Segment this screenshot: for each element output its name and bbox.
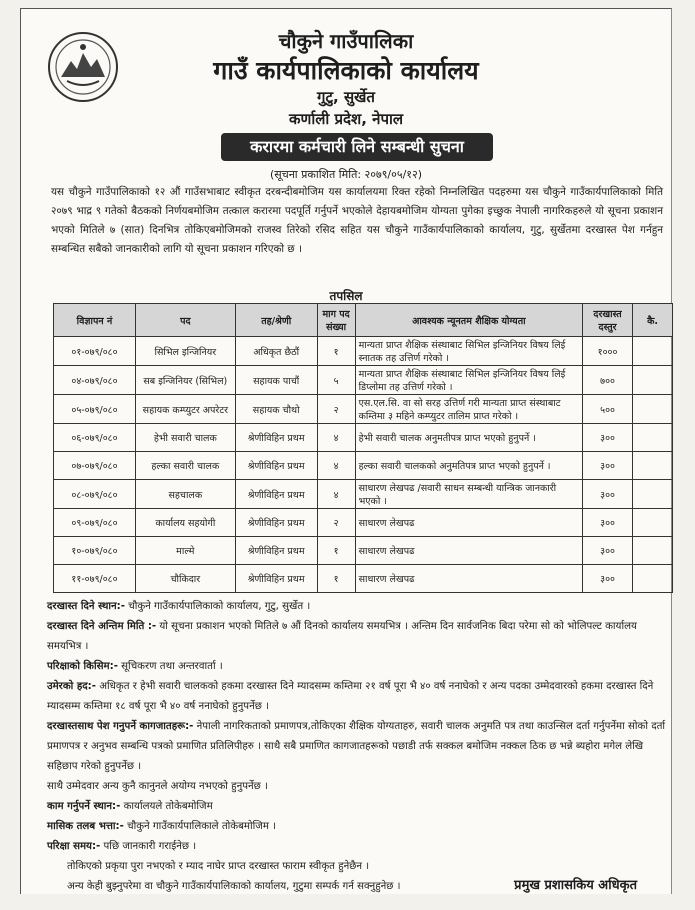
table-row	[54, 565, 673, 593]
table-cell: ५००	[583, 395, 633, 424]
table-cell: ०६-०७९/०८०	[54, 424, 136, 452]
table-cell: ३००	[583, 480, 633, 509]
note-item: तोकिएको प्रकृया पुरा नभएको र म्याद नाघेर प्राप्त दरखास्त फाराम स्वीकृत हुनेछैन ।	[67, 861, 370, 872]
table-cell: ०९-०७९/०८०	[54, 509, 136, 537]
col-header: आवश्यक न्यूनतम शैक्षिक योग्यता	[355, 304, 582, 337]
table-cell: सहायक कम्प्युटर अपरेटर	[135, 395, 235, 424]
table-cell: एस.एल.सि. वा सो सरह उत्तिर्ण गरी मान्यता प्राप्त संस्थाबाट कम्तिमा ३ महिने कम्प्युटर तालिम प्राप्त गरेको ।	[355, 395, 582, 424]
table-cell: सहचालक	[135, 480, 235, 509]
note-item: अन्य केही बुझ्नुपरेमा वा चौकुने गाउँकार्यपालिकाको कार्यालय, गुटुमा सम्पर्क गर्न सक्नुहुनेछ ।	[67, 881, 401, 892]
table-row	[54, 337, 673, 366]
table-cell: ५	[317, 366, 355, 395]
table-row	[54, 395, 673, 424]
table-cell: सहायक चौथो	[235, 395, 317, 424]
table-cell: २	[317, 395, 355, 424]
table-row	[54, 537, 673, 565]
table-cell	[633, 424, 673, 452]
table-cell: कार्यालय सहयोगी	[135, 509, 235, 537]
col-header: तह/श्रेणी	[235, 304, 317, 337]
table-cell: श्रेणीविहिन प्रथम	[235, 537, 317, 565]
office-location: गुटु, सुर्खेत	[317, 88, 375, 106]
table-cell: मान्यता प्राप्त शैक्षिक संस्थाबाट सिभिल इन्जिनियर विषय लिई डिप्लोमा तह उत्तिर्ण गरेको ।	[355, 366, 582, 395]
table-cell: ३००	[583, 509, 633, 537]
col-header: कै.	[633, 304, 673, 337]
table-cell: साधारण लेखपढ	[355, 509, 582, 537]
table-cell: १०००	[583, 337, 633, 366]
detail-item: परिक्षा समय:- पछि जानकारी गराईनेछ ।	[47, 841, 197, 852]
detail-item: उमेरको हद:- अधिकृत र हेभी सवारी चालकको हकमा दरखास्त दिने म्यादसम्म कम्तिमा २१ वर्ष पूरा भै ४० वर्ष ननाघेको र अन्य पदका उम्मेदवारको हकमा दरखास्त दिने म्यादसम्म कम्तिमा १८ वर्ष पूरा भै ४० वर्ष ननाघेको हुनुपर्नेछ ।	[47, 681, 654, 712]
table-row	[54, 452, 673, 480]
table-caption: तपसिल	[329, 289, 363, 303]
table-cell: श्रेणीविहिन प्रथम	[235, 424, 317, 452]
table-cell: श्रेणीविहिन प्रथम	[235, 480, 317, 509]
municipality-name: चौकुने गाउँपालिका	[278, 29, 414, 53]
table-cell: ४	[317, 452, 355, 480]
table-cell: ३००	[583, 537, 633, 565]
table-cell	[633, 565, 673, 593]
table-cell: १	[317, 337, 355, 366]
table-cell	[633, 537, 673, 565]
table-cell: ३००	[583, 424, 633, 452]
table-cell: माल्मे	[135, 537, 235, 565]
publish-date: (सूचना प्रकाशित मिति: २०७९/०५/१२)	[269, 168, 423, 181]
table-cell: ४	[317, 424, 355, 452]
table-cell: ०४-०७९/०८०	[54, 366, 136, 395]
table-cell: हेभी सवारी चालक अनुमतीपत्र प्राप्त भएको हुनुपर्ने ।	[355, 424, 582, 452]
detail-item: दरखास्तसाथ पेश गनुपर्ने कागजातहरू:- नेपाली नागरिकताको प्रमाणपत्र,तोकिएका शैक्षिक योग्यताहरु, सवारी चालक अनुमति पत्र तथा काउन्सिल दर्ता गर्नुपर्नेमा सोको दर्ता प्रमाणपत्र र अनुभव सम्बन्धि पत्रको प्रमाणित प्रतिलिपीहरु । साथै सबै प्रमाणित कागजातहरूको पछाडी तर्फ सक्कल बमोजिम नक्कल ठिक छ भन्ने ब्यहोरा मगेल लेखि सहिछाप गरेको हुनुपर्नेछ ।	[47, 721, 666, 772]
table-cell	[633, 480, 673, 509]
detail-item: दरखास्त दिने स्थान:- चौकुने गाउँकार्यपालिकाको कार्यालय, गुटु, सुर्खेत ।	[47, 601, 311, 612]
table-cell: साधारण लेखपढ	[355, 537, 582, 565]
detail-item: दरखास्त दिने अन्तिम मिति :- यो सूचना प्रकाशन भएको मितिले ७ औं दिनको कार्यालय समयभित्र । अन्तिम दिन सार्वजनिक बिदा परेमा सो को भोलिपल्ट कार्यालय समयभित्र ।	[47, 621, 637, 652]
table-row	[54, 366, 673, 395]
notice-sheet	[20, 8, 672, 894]
table-cell: सब इन्जिनियर (सिभिल)	[135, 366, 235, 395]
intro-paragraph: यस चौकुने गाउँपालिकाको १२ औं गाउँसभाबाट स्वीकृत दरबन्दीबमोजिम यस कार्यालयमा रिक्त रहेको निम्नलिखित पदहरुमा यस चौकुने गाउँकार्यपालिकाको मिति २०७९ भाद्र ९ गतेको बैठकको निर्णयबमोजिम तत्काल करारमा पदपूर्ति गर्नुपर्ने भएकोले देहायबमोजिम योग्यता पुगेका इच्छुक नेपाली नागरिकहरुले यो सूचना प्रकाशन भएको मितिले ७ (सात) दिनभित्र तोकिएबमोजिमको राजस्व तिरेको रसिद सहित यस चौकुने गाउँकार्यपालिकाको कार्यालय, गुटु, सुर्खेतमा दरखास्त पेश गर्नहुन सम्बन्धित सबैको जानकारीको लागि यो सूचना प्रकाशन गरिएको छ ।	[51, 186, 663, 255]
table-cell	[633, 395, 673, 424]
details-section	[47, 597, 667, 897]
table-cell	[633, 452, 673, 480]
table-cell	[633, 337, 673, 366]
table-cell: हल्का सवारी चालक	[135, 452, 235, 480]
table-cell: ०८-०७९/०८०	[54, 480, 136, 509]
table-cell: १	[317, 537, 355, 565]
col-header: माग पद संख्या	[317, 304, 355, 337]
detail-item: मासिक तलब भत्ता:- चौकुने गाउँकार्यपालिकाले तोकेबमोजिम ।	[47, 821, 277, 832]
table-cell: ३००	[583, 452, 633, 480]
table-cell: १०-०७९/०८०	[54, 537, 136, 565]
detail-item: काम गर्नुपर्ने स्थान:- कार्यालयले तोकेबमोजिम	[47, 801, 213, 812]
detail-item: परिक्षाको किसिम:- सूचिकरण तथा अन्तरवार्ता ।	[47, 661, 223, 672]
vacancy-table	[53, 303, 673, 593]
table-header-row	[54, 304, 673, 337]
table-cell: श्रेणीविहिन प्रथम	[235, 452, 317, 480]
col-header: विज्ञापन नं	[54, 304, 136, 337]
table-cell	[633, 509, 673, 537]
table-cell: श्रेणीविहिन प्रथम	[235, 509, 317, 537]
table-cell: ७००	[583, 366, 633, 395]
table-cell: हल्का सवारी चालकको अनुमतिपत्र प्राप्त भएको हुनुपर्ने ।	[355, 452, 582, 480]
table-cell: सहायक पाचौं	[235, 366, 317, 395]
table-cell: ४	[317, 480, 355, 509]
province-country: कर्णाली प्रदेश, नेपाल	[288, 110, 404, 128]
table-cell: ०५-०७९/०८०	[54, 395, 136, 424]
notice-title-banner: करारमा कर्मचारी लिने सम्बन्धी सुचना	[221, 133, 493, 161]
col-header: दरखास्त दस्तुर	[583, 304, 633, 337]
table-cell: साधारण लेखपढ	[355, 565, 582, 593]
col-header: पद	[135, 304, 235, 337]
table-cell	[633, 366, 673, 395]
table-cell: मान्यता प्राप्त शैक्षिक संस्थाबाट सिभिल इन्जिनियर विषय लिई स्नातक तह उत्तिर्ण गरेको ।	[355, 337, 582, 366]
table-row	[54, 424, 673, 452]
table-cell: साधारण लेखपढ /सवारी साधन सम्बन्धी यान्त्रिक जानकारी भएको ।	[355, 480, 582, 509]
table-cell: सिभिल इन्जिनियर	[135, 337, 235, 366]
table-cell: अधिकृत छैठौं	[235, 337, 317, 366]
office-name: गाउँ कार्यपालिकाको कार्यालय	[213, 56, 479, 85]
table-row	[54, 509, 673, 537]
table-cell: ११-०७९/०८०	[54, 565, 136, 593]
table-cell: ०७-०७९/०८०	[54, 452, 136, 480]
table-cell: ३००	[583, 565, 633, 593]
table-cell: चौकिदार	[135, 565, 235, 593]
table-row	[54, 480, 673, 509]
table-cell: हेभी सवारी चालक	[135, 424, 235, 452]
detail-item: साथै उम्मेदवार अन्य कुनै कानुनले अयोग्य नभएको हुनुपर्नेछ ।	[47, 781, 268, 792]
table-cell: १	[317, 565, 355, 593]
signature-block: प्रमुख प्रशासकिय अधिकृत	[514, 878, 637, 893]
table-cell: २	[317, 509, 355, 537]
table-cell: श्रेणीविहिन प्रथम	[235, 565, 317, 593]
table-cell: ०१-०७९/०८०	[54, 337, 136, 366]
